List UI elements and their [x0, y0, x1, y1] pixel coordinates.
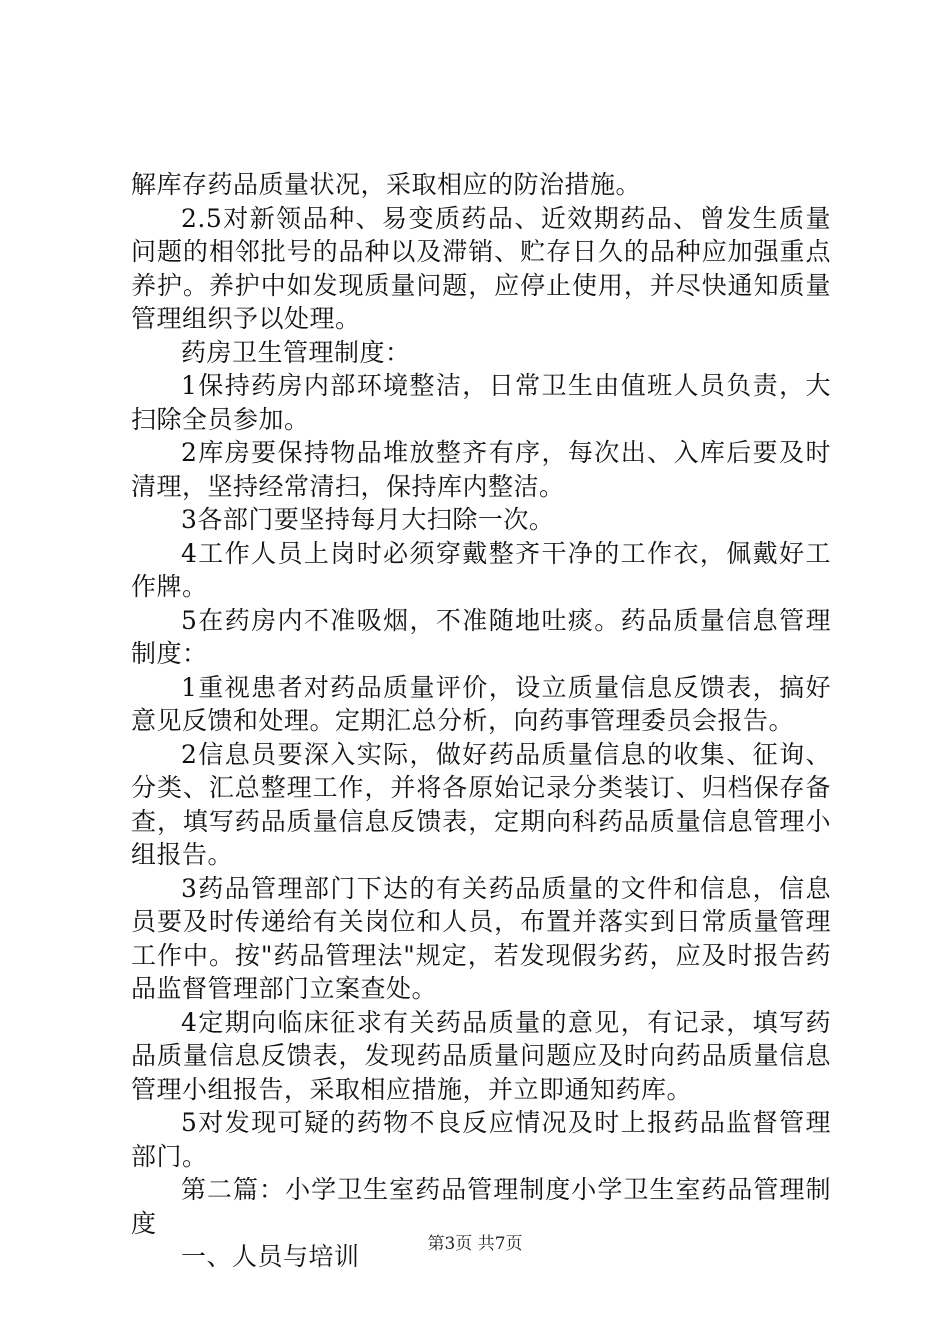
section-heading-personnel-training: 一、人员与培训 — [181, 1242, 360, 1271]
paragraph-hygiene-3: 3各部门要坚持每月大扫除一次。 — [181, 505, 555, 534]
paragraph-hygiene-5: 5在药房内不准吸烟，不准随地吐痰。药品质量信息管理制度： — [131, 605, 831, 668]
paragraph-item-2-5: 2.5对新领品种、易变质药品、近效期药品、曾发生质量问题的相邻批号的品种以及滞销、贮存日久的品种应加强重点养护。养护中如发现质量问题，应停止使用，并尽快通知质量管理组织予以处理。 — [131, 203, 831, 333]
paragraph-hygiene-1: 1保持药房内部环境整洁，日常卫生由值班人员负责，大扫除全员参加。 — [131, 371, 831, 434]
section-heading-pharmacy-hygiene: 药房卫生管理制度： — [181, 337, 411, 367]
paragraph-info-4: 4定期向临床征求有关药品质量的意见，有记录，填写药品质量信息反馈表，发现药品质量问题应及时向药品质量信息管理小组报告，采取相应措施，并立即通知药库。 — [131, 1007, 831, 1104]
paragraph-hygiene-4: 4工作人员上岗时必须穿戴整齐干净的工作衣，佩戴好工作牌。 — [131, 538, 831, 601]
paragraph-hygiene-2: 2库房要保持物品堆放整齐有序，每次出、入库后要及时清理，坚持经常清扫，保持库内整洁。 — [131, 438, 831, 501]
paragraph-info-2: 2信息员要深入实际，做好药品质量信息的收集、征询、分类、汇总整理工作，并将各原始记录分类装订、归档保存备查，填写药品质量信息反馈表，定期向科药品质量信息管理小组报告。 — [131, 739, 831, 869]
chapter-heading-part-two: 第二篇：小学卫生室药品管理制度小学卫生室药品管理制度 — [131, 1175, 831, 1238]
page-footer: 第3页 共7页 — [427, 1234, 523, 1254]
paragraph-info-1: 1重视患者对药品质量评价，设立质量信息反馈表，搞好意见反馈和处理。定期汇总分析，向药事管理委员会报告。 — [131, 672, 831, 735]
document-body — [131, 168, 831, 1274]
paragraph-info-3: 3药品管理部门下达的有关药品质量的文件和信息，信息员要及时传递给有关岗位和人员，布置并落实到日常质量管理工作中。按"药品管理法"规定，若发现假劣药，应及时报告药品监督管理部门立案查处。 — [131, 873, 831, 1003]
paragraph-continuation: 解库存药品质量状况，采取相应的防治措施。 — [131, 170, 642, 199]
paragraph-info-5: 5对发现可疑的药物不良反应情况及时上报药品监督管理部门。 — [131, 1108, 831, 1171]
